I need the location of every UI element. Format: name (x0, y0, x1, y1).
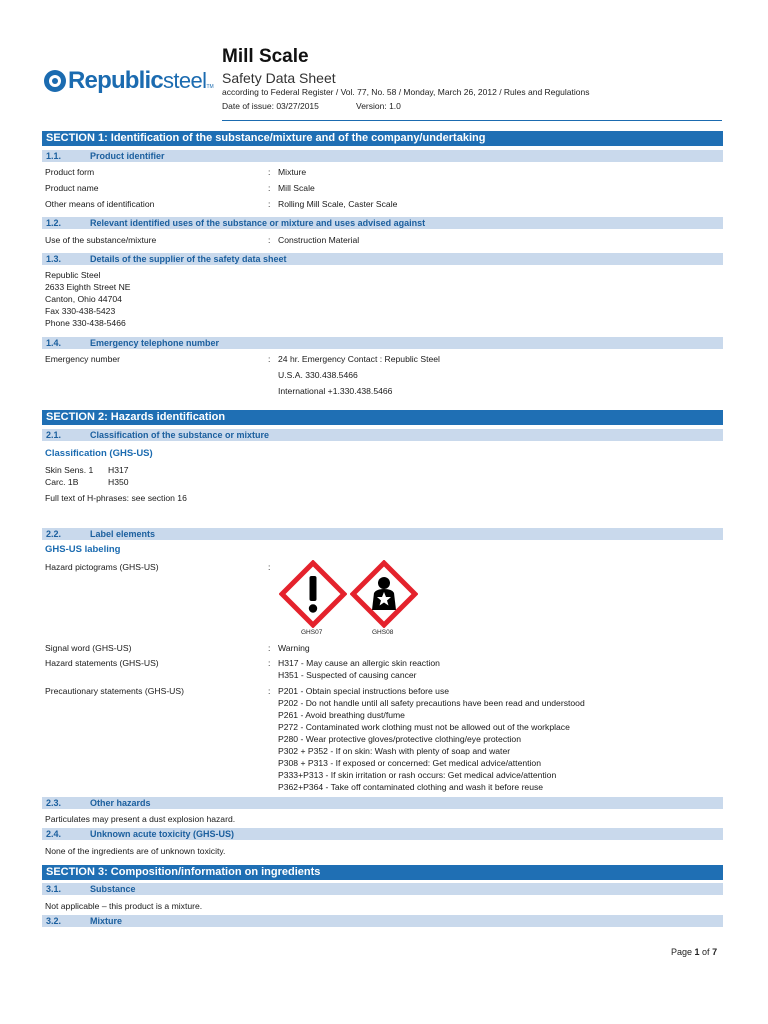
subsection-number: 1.3. (46, 254, 62, 264)
field-value: Mill Scale (278, 183, 315, 193)
subsection-title: Emergency telephone number (90, 338, 220, 348)
section-1-header: SECTION 1: Identification of the substance/mixture and of the company/undertaking (42, 131, 723, 146)
subsection-number: 2.3. (46, 798, 62, 808)
subsection-1-3-header (42, 253, 723, 265)
precautionary-statement: P261 - Avoid breathing dust/fume (278, 710, 405, 720)
precautionary-statement: P202 - Do not handle until all safety precautions have been read and understood (278, 698, 585, 708)
subsection-title: Substance (90, 884, 136, 894)
supplier-street: 2633 Eighth Street NE (45, 282, 131, 292)
subsection-title: Relevant identified uses of the substance or mixture and uses advised against (90, 218, 426, 228)
labeling-heading: GHS-US labeling (45, 544, 121, 555)
page-of: of (699, 947, 713, 957)
classification-code: H350 (108, 477, 129, 487)
field-label: Product name (45, 183, 99, 193)
subsection-title: Label elements (90, 529, 156, 539)
classification-name: Carc. 1B (45, 477, 79, 487)
header-divider (222, 120, 722, 121)
logo-trademark: TM (206, 84, 214, 90)
subsection-number: 1.2. (46, 218, 62, 228)
subsection-title: Unknown acute toxicity (GHS-US) (90, 829, 235, 839)
subsection-2-3-header (42, 797, 723, 809)
field-colon: : (268, 643, 271, 653)
subsection-3-1-header (42, 883, 723, 895)
document-title: Mill Scale (222, 46, 309, 67)
subsection-2-2-header (42, 528, 723, 540)
subsection-title: Product identifier (90, 151, 165, 161)
page-total: 7 (712, 947, 718, 957)
field-label: Other means of identification (45, 199, 155, 209)
field-label: Signal word (GHS-US) (45, 643, 132, 653)
emergency-usa-phone: U.S.A. 330.438.5466 (278, 370, 358, 380)
field-colon: : (268, 686, 271, 696)
subsection-1-4-header (42, 337, 723, 349)
subsection-title: Mixture (90, 916, 123, 926)
section-3-header: SECTION 3: Composition/information on ingredients (42, 865, 723, 880)
field-label: Product form (45, 167, 95, 177)
subsection-2-1-header (42, 429, 723, 441)
other-hazards-text: Particulates may present a dust explosion hazard. (45, 814, 236, 824)
precautionary-statement: P272 - Contaminated work clothing must not be allowed out of the workplace (278, 722, 570, 732)
exclamation-mark-icon (279, 560, 347, 628)
subsection-number: 2.2. (46, 529, 62, 539)
precautionary-statement: P302 + P352 - If on skin: Wash with plenty of soap and water (278, 746, 511, 756)
field-colon: : (268, 562, 271, 572)
field-label: Hazard statements (GHS-US) (45, 658, 159, 668)
page-number (671, 947, 717, 957)
field-label: Hazard pictograms (GHS-US) (45, 562, 159, 572)
logo-text-light: steel (162, 68, 207, 93)
page-current: 1 (694, 947, 700, 957)
field-colon: : (268, 354, 271, 364)
pictogram-code: GHS07 (301, 629, 323, 636)
document-version: Version: 1.0 (356, 101, 401, 111)
logo-mark-icon (44, 70, 66, 92)
precautionary-statement: P333+P313 - If skin irritation or rash occurs: Get medical advice/attention (278, 770, 557, 780)
acute-toxicity-text: None of the ingredients are of unknown toxicity. (45, 846, 226, 856)
field-colon: : (268, 658, 271, 668)
field-value: Mixture (278, 167, 307, 177)
field-colon: : (268, 235, 271, 245)
field-label: Precautionary statements (GHS-US) (45, 686, 184, 696)
emergency-contact: 24 hr. Emergency Contact : Republic Steel (278, 354, 440, 364)
hazard-statement: H351 - Suspected of causing cancer (278, 670, 417, 680)
date-of-issue: Date of issue: 03/27/2015 (222, 101, 319, 111)
section-2-header: SECTION 2: Hazards identification (42, 410, 723, 425)
emergency-intl-phone: International +1.330.438.5466 (278, 386, 393, 396)
logo-text-bold: Republic (68, 67, 163, 94)
supplier-fax: Fax 330-438-5423 (45, 306, 116, 316)
subsection-1-2-header (42, 217, 723, 229)
field-colon: : (268, 167, 271, 177)
precautionary-statement: P280 - Wear protective gloves/protective clothing/eye protection (278, 734, 521, 744)
subsection-title: Details of the supplier of the safety data sheet (90, 254, 287, 264)
subsection-number: 2.4. (46, 829, 62, 839)
subsection-number: 1.4. (46, 338, 62, 348)
precautionary-statement: P308 + P313 - If exposed or concerned: Get medical advice/attention (278, 758, 541, 768)
field-label: Emergency number (45, 354, 120, 364)
supplier-city: Canton, Ohio 44704 (45, 294, 122, 304)
regulation-reference: according to Federal Register / Vol. 77, No. 58 / Monday, March 26, 2012 / Rules and Regulations (222, 87, 590, 97)
subsection-title: Classification of the substance or mixture (90, 430, 270, 440)
supplier-phone: Phone 330-438-5466 (45, 318, 126, 328)
h-phrases-reference: Full text of H-phrases: see section 16 (45, 493, 187, 503)
subsection-number: 3.2. (46, 916, 62, 926)
substance-text: Not applicable – this product is a mixture. (45, 901, 203, 911)
subsection-2-4-header (42, 828, 723, 840)
health-hazard-icon (350, 560, 418, 628)
subsection-1-1-header (42, 150, 723, 162)
document-subtitle: Safety Data Sheet (222, 70, 336, 86)
classification-heading: Classification (GHS-US) (45, 448, 153, 459)
subsection-number: 3.1. (46, 884, 62, 894)
classification-name: Skin Sens. 1 (45, 465, 94, 475)
supplier-name: Republic Steel (45, 270, 101, 280)
field-colon: : (268, 183, 271, 193)
field-value: Rolling Mill Scale, Caster Scale (278, 199, 398, 209)
precautionary-statement: P362+P364 - Take off contaminated clothing and wash it before reuse (278, 782, 544, 792)
subsection-number: 2.1. (46, 430, 62, 440)
subsection-3-2-header (42, 915, 723, 927)
page-prefix: Page (671, 947, 695, 957)
republic-steel-logo (44, 66, 214, 96)
precautionary-statement: P201 - Obtain special instructions before use (278, 686, 450, 696)
pictogram-code: GHS08 (372, 629, 394, 636)
hazard-statement: H317 - May cause an allergic skin reaction (278, 658, 440, 668)
field-colon: : (268, 199, 271, 209)
field-label: Use of the substance/mixture (45, 235, 157, 245)
classification-code: H317 (108, 465, 129, 475)
field-value: Construction Material (278, 235, 360, 245)
subsection-title: Other hazards (90, 798, 151, 808)
subsection-number: 1.1. (46, 151, 62, 161)
signal-word: Warning (278, 643, 310, 653)
